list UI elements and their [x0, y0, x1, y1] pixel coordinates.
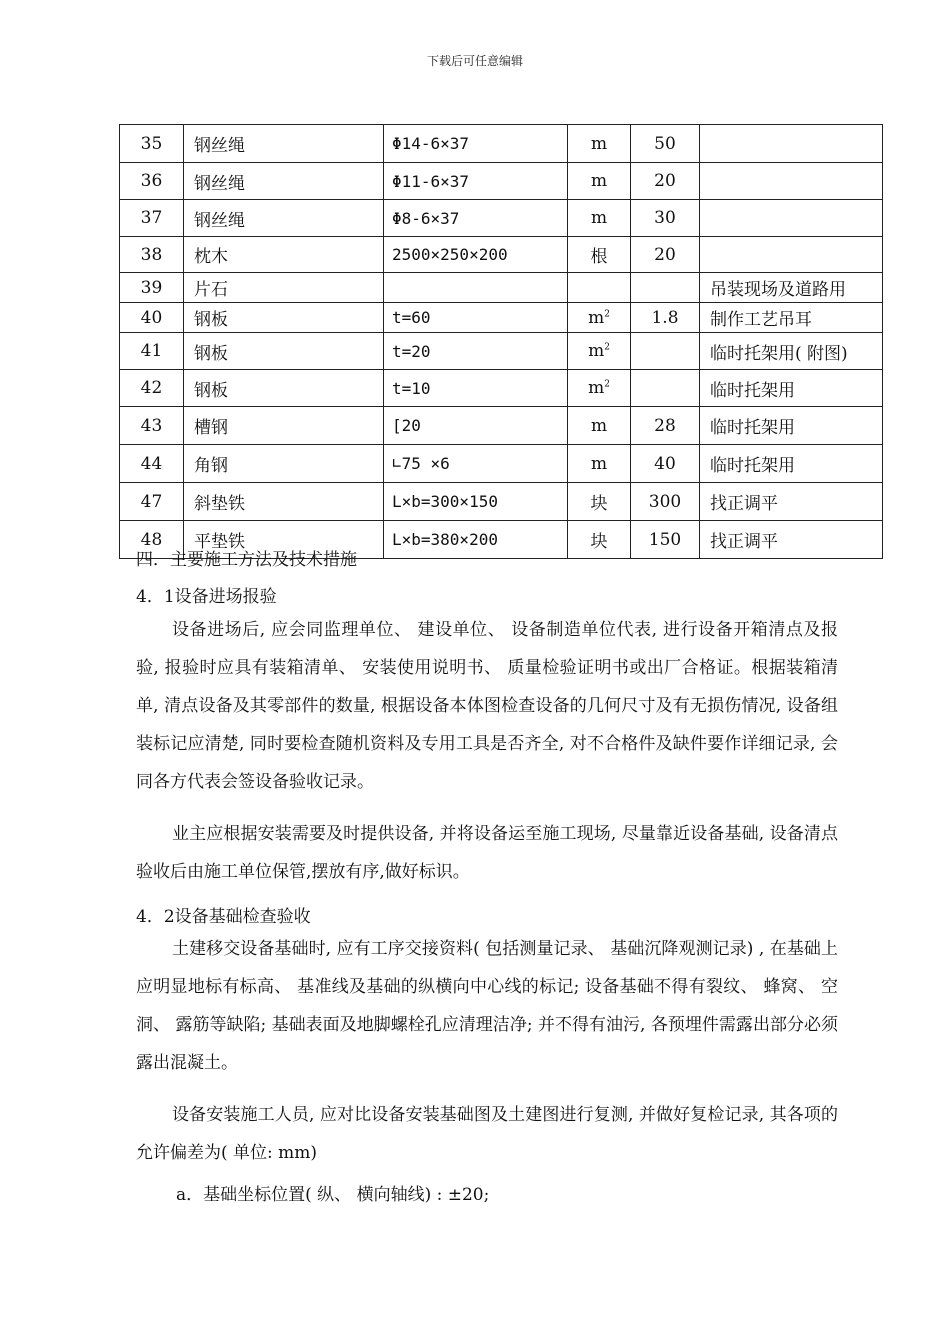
specification-cell — [384, 303, 568, 333]
section-4-2-heading: 4．2设备基础检查验收 — [136, 907, 311, 927]
specification-cell-text: t=10 — [392, 378, 431, 398]
table-row — [120, 125, 883, 163]
specification-cell — [384, 370, 568, 407]
item-number-cell-text: 42 — [140, 378, 163, 398]
unit-cell — [568, 521, 631, 559]
table-row — [120, 407, 883, 445]
quantity-cell-text: 28 — [654, 415, 676, 436]
specification-cell-text: ∟75 ×6 — [392, 454, 450, 473]
quantity-cell — [631, 445, 700, 483]
material-name-cell — [184, 370, 384, 407]
table-row — [120, 200, 883, 237]
item-number-cell-text: 36 — [140, 171, 163, 191]
unit-exponent: 2 — [604, 308, 610, 319]
quantity-cell-text: 20 — [654, 244, 676, 265]
remark-cell-text: 临时托架用( 附图) — [710, 343, 848, 364]
quantity-cell-text: 50 — [654, 133, 676, 154]
item-number-cell-text: 37 — [140, 208, 163, 228]
specification-cell — [384, 445, 568, 483]
unit-cell-text: m — [588, 307, 605, 328]
unit-cell — [568, 370, 631, 407]
material-name-cell-text: 钢板 — [194, 380, 228, 401]
unit-cell — [568, 125, 631, 163]
unit-cell-text: m — [590, 415, 608, 436]
item-number-cell-text: 48 — [140, 529, 163, 550]
unit-cell — [568, 303, 631, 333]
quantity-cell — [631, 237, 700, 273]
remark-cell-text: 临时托架用 — [710, 380, 795, 401]
quantity-cell — [631, 273, 700, 303]
table-row — [120, 370, 883, 407]
material-name-cell — [184, 333, 384, 370]
remark-cell — [700, 237, 883, 273]
material-name-cell-text: 片石 — [194, 280, 228, 300]
paragraph-owner-supply: 业主应根据安装需要及时提供设备, 并将设备运至施工现场, 尽量靠近设备基础, 设备清点验收后由施工单位保管,摆放有序,做好标识。 — [136, 824, 838, 882]
unit-exponent: 2 — [604, 379, 610, 390]
specification-cell — [384, 200, 568, 237]
item-number-cell — [120, 303, 184, 333]
section-4-heading: 四．主要施工方法及技术措施 — [136, 550, 357, 570]
material-name-cell — [184, 445, 384, 483]
quantity-cell-text: 150 — [648, 529, 682, 550]
remark-cell — [700, 483, 883, 521]
unit-cell — [568, 445, 631, 483]
specification-cell — [384, 333, 568, 370]
material-name-cell — [184, 125, 384, 163]
item-number-cell-text: 38 — [140, 244, 163, 265]
material-name-cell — [184, 237, 384, 273]
unit-cell-text: m — [590, 133, 608, 154]
materials-table — [119, 124, 883, 559]
quantity-cell-text: 40 — [654, 453, 676, 474]
remark-cell — [700, 303, 883, 333]
quantity-cell — [631, 125, 700, 163]
quantity-cell-text: 30 — [654, 208, 676, 228]
material-name-cell — [184, 200, 384, 237]
specification-cell-text: t=20 — [392, 341, 431, 361]
table-row — [120, 303, 883, 333]
table-row — [120, 273, 883, 303]
remark-cell — [700, 521, 883, 559]
specification-cell-text: L×b=380×200 — [392, 530, 498, 549]
table-row — [120, 483, 883, 521]
section-4-1-heading: 4．1设备进场报验 — [136, 587, 277, 607]
item-number-cell-text: 44 — [140, 453, 163, 474]
material-name-cell-text: 平垫铁 — [194, 532, 245, 552]
remark-cell — [700, 445, 883, 483]
item-number-cell — [120, 407, 184, 445]
material-name-cell — [184, 163, 384, 200]
specification-cell-text: Φ14-6×37 — [392, 134, 470, 153]
material-name-cell-text: 斜垫铁 — [194, 494, 245, 514]
material-name-cell — [184, 303, 384, 333]
remark-cell-text: 找正调平 — [710, 532, 778, 552]
material-name-cell-text: 钢板 — [194, 310, 228, 330]
unit-cell — [568, 237, 631, 273]
remark-cell — [700, 370, 883, 407]
table-row — [120, 237, 883, 273]
material-name-cell-text: 槽钢 — [194, 418, 228, 438]
material-name-cell-text: 钢丝绳 — [194, 210, 245, 231]
remark-cell — [700, 407, 883, 445]
table-row — [120, 163, 883, 200]
materials-table-body — [120, 125, 883, 559]
specification-cell-text: Φ8-6×37 — [392, 208, 460, 228]
specification-cell-text: Φ11-6×37 — [392, 171, 470, 191]
unit-cell-text: m — [590, 171, 608, 191]
paragraph-foundation-handover: 土建移交设备基础时, 应有工序交接资料( 包括测量记录、 基础沉降观测记录) , 在基础上应明显地标有标高、 基准线及基础的纵横向中心线的标记; 设备基础不得有裂纹、 蜂窝、 空洞、 露筋等缺陷; 基础表面及地脚螺栓孔应清理洁净; 并不得有油污, 各预埋件需露出部分必须露出混凝土。 — [136, 939, 838, 1073]
remark-cell — [700, 273, 883, 303]
unit-cell-text: m — [590, 208, 608, 228]
quantity-cell — [631, 333, 700, 370]
tolerance-item-a: a．基础坐标位置( 纵、 横向轴线) : ±20; — [176, 1185, 490, 1205]
unit-cell-text: 根 — [590, 247, 608, 267]
item-number-cell-text: 35 — [140, 133, 163, 154]
specification-cell-text: t=60 — [392, 308, 431, 327]
unit-cell — [568, 407, 631, 445]
item-number-cell — [120, 237, 184, 273]
remark-cell-text: 制作工艺吊耳 — [710, 310, 812, 330]
specification-cell — [384, 163, 568, 200]
specification-cell — [384, 407, 568, 445]
material-name-cell-text: 钢板 — [194, 343, 228, 364]
paragraph-equipment-inspection: 设备进场后, 应会同监理单位、 建设单位、 设备制造单位代表, 进行设备开箱清点及报验, 报验时应具有装箱清单、 安装使用说明书、 质量检验证明书或出厂合格证。根据装箱清单, 清点设备及其零部件的数量, 根据设备本体图检查设备的几何尺寸及有无损伤情况, 设备组装标记应清楚, 同时要检查随机资料及专用工具是否齐全, 对不合格件及缺件要作详细记录, 会同各方代表会签设备验收记录。 — [136, 620, 838, 792]
remark-cell — [700, 163, 883, 200]
item-number-cell — [120, 370, 184, 407]
remark-cell — [700, 125, 883, 163]
table-row — [120, 333, 883, 370]
material-name-cell-text: 钢丝绳 — [194, 173, 245, 194]
quantity-cell — [631, 163, 700, 200]
specification-cell-text: [20 — [392, 416, 421, 435]
material-name-cell-text: 钢丝绳 — [194, 136, 245, 156]
table-row — [120, 445, 883, 483]
item-number-cell-text: 43 — [140, 415, 163, 436]
unit-cell — [568, 200, 631, 237]
specification-cell — [384, 237, 568, 273]
quantity-cell — [631, 521, 700, 559]
unit-exponent: 2 — [604, 342, 610, 353]
remark-cell-text: 找正调平 — [710, 494, 778, 514]
item-number-cell-text: 47 — [140, 491, 163, 512]
item-number-cell-text: 39 — [140, 277, 163, 298]
material-name-cell — [184, 483, 384, 521]
item-number-cell — [120, 483, 184, 521]
paragraph-recheck: 设备安装施工人员, 应对比设备安装基础图及土建图进行复测, 并做好复检记录, 其各项的允许偏差为( 单位: mm) — [136, 1105, 838, 1163]
item-number-cell — [120, 273, 184, 303]
specification-cell-text: L×b=300×150 — [392, 492, 498, 511]
material-name-cell-text: 角钢 — [194, 456, 228, 476]
unit-cell-text: m — [588, 341, 605, 361]
unit-cell-text: m — [590, 453, 608, 474]
specification-cell — [384, 125, 568, 163]
unit-cell — [568, 273, 631, 303]
unit-cell-text: 块 — [590, 494, 608, 514]
quantity-cell — [631, 200, 700, 237]
quantity-cell-text: 300 — [648, 491, 682, 512]
quantity-cell — [631, 370, 700, 407]
remark-cell — [700, 200, 883, 237]
material-name-cell — [184, 273, 384, 303]
item-number-cell — [120, 445, 184, 483]
specification-cell — [384, 521, 568, 559]
unit-cell-text: m — [588, 378, 605, 398]
specification-cell — [384, 483, 568, 521]
remark-cell-text: 吊装现场及道路用 — [710, 280, 846, 300]
page-header: 下载后可任意编辑 — [426, 54, 523, 68]
quantity-cell — [631, 303, 700, 333]
unit-cell — [568, 163, 631, 200]
quantity-cell — [631, 483, 700, 521]
material-name-cell-text: 枕木 — [194, 247, 228, 267]
item-number-cell — [120, 163, 184, 200]
item-number-cell-text: 40 — [140, 307, 163, 328]
quantity-cell-text: 20 — [654, 171, 676, 191]
remark-cell-text: 临时托架用 — [710, 456, 795, 476]
remark-cell-text: 临时托架用 — [710, 418, 795, 438]
unit-cell — [568, 483, 631, 521]
remark-cell — [700, 333, 883, 370]
item-number-cell — [120, 200, 184, 237]
specification-cell-text: 2500×250×200 — [392, 245, 508, 264]
quantity-cell — [631, 407, 700, 445]
quantity-cell-text: 1.8 — [651, 307, 679, 328]
item-number-cell — [120, 125, 184, 163]
item-number-cell-text: 41 — [140, 341, 163, 361]
unit-cell-text: 块 — [590, 532, 608, 552]
specification-cell — [384, 273, 568, 303]
item-number-cell — [120, 333, 184, 370]
material-name-cell — [184, 407, 384, 445]
unit-cell — [568, 333, 631, 370]
